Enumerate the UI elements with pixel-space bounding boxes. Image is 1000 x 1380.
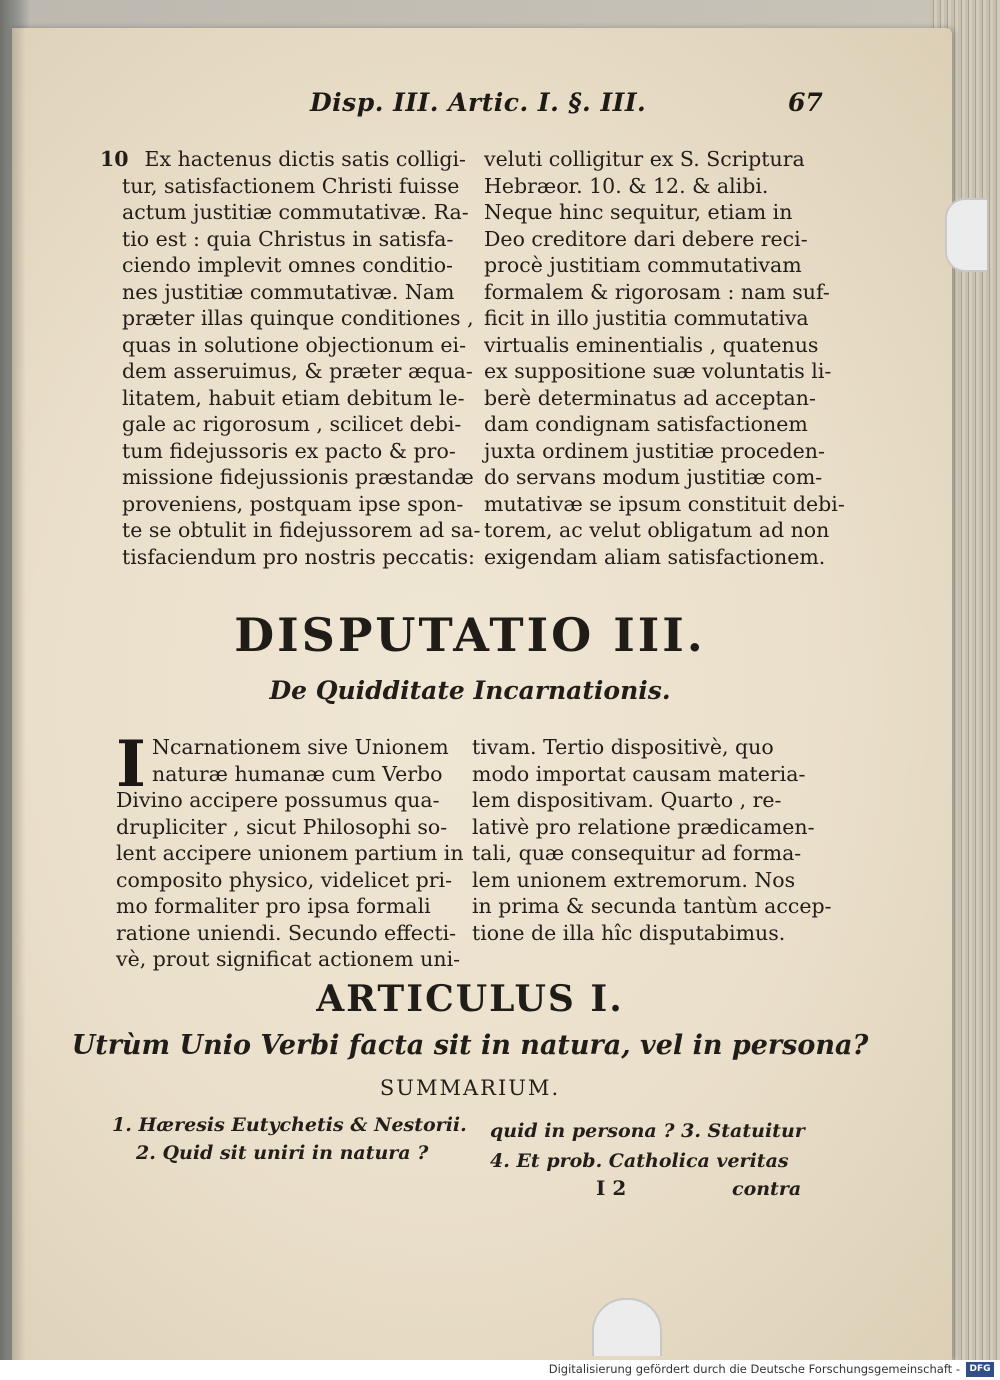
text-line: juxta ordinem justitiæ proceden- <box>484 438 825 463</box>
text-line: veluti colligitur ex S. Scriptura <box>484 147 805 171</box>
page-clip-right <box>945 198 987 272</box>
text-line: 10 Ex hactenus dictis satis colligi- <box>100 147 466 171</box>
text-line: lent accipere unionem partium in <box>116 841 464 865</box>
text-line: berè determinatus ad acceptan- <box>484 385 816 410</box>
text-line: proveniens, postquam ipse spon- <box>122 491 464 516</box>
text-line: Deo creditore dari debere reci- <box>484 226 808 251</box>
funding-credit: Digitalisierung gefördert durch die Deutsche Forschungsgemeinschaft - <box>548 1362 960 1376</box>
dfg-logo: DFG <box>966 1362 994 1377</box>
text-line: in prima & secunda tantùm accep- <box>472 894 832 918</box>
text-line: missione fidejussionis præstandæ <box>122 465 474 489</box>
text-line: modo importat causam materia- <box>472 761 806 786</box>
articulus-question: Utrùm Unio Verbi facta sit in natura, vel in persona? <box>71 1030 869 1061</box>
text-line: tum fidejussoris ex pacto & pro- <box>122 438 456 463</box>
page-number: 67 <box>788 88 823 117</box>
summary-item: 1. Hæresis Eutychetis & Nestorii. <box>112 1114 467 1136</box>
text-line: tione de illa hîc disputabimus. <box>472 920 786 945</box>
text-line: Hebræor. 10. & 12. & alibi. <box>484 173 769 198</box>
text-line: ciendo implevit omnes conditio- <box>122 253 453 277</box>
drop-cap: I <box>116 727 146 802</box>
text-line: lativè pro relatione prædicamen- <box>472 814 815 839</box>
text-line: Neque hinc sequitur, etiam in <box>484 200 793 224</box>
paragraph-number: 10 <box>100 147 129 171</box>
footer-bar <box>0 1360 1000 1380</box>
text-line: præter illas quinque conditiones , <box>122 306 474 330</box>
text-line: Divino accipere possumus qua- <box>116 788 440 812</box>
text-line: do servans modum justitiæ com- <box>484 465 823 489</box>
text-line: actum justitiæ commutativæ. Ra- <box>122 200 469 224</box>
top-left-column <box>100 146 472 173</box>
text-line: quas in solutione objectionum ei- <box>122 332 467 357</box>
text-line: procè justitiam commutativam <box>484 253 802 277</box>
articulus-title: ARTICULUS I. <box>316 978 624 1020</box>
text-line: lem unionem extremorum. Nos <box>472 867 796 892</box>
text-line: formalem & rigorosam : nam suf- <box>484 279 830 304</box>
text-line: te se obtulit in fidejussorem ad sa- <box>122 518 481 542</box>
page-header <box>0 88 1000 128</box>
page-clip-bottom <box>592 1298 662 1356</box>
text-line: ex suppositione suæ voluntatis li- <box>484 359 832 383</box>
signature-mark: I 2 <box>596 1176 627 1200</box>
text-line: naturæ humanæ cum Verbo <box>152 761 443 786</box>
top-left-column-body <box>122 173 481 571</box>
summary-item: quid in persona ? 3. Statuitur <box>490 1120 805 1142</box>
text-line: tali, quæ consequitur ad forma- <box>472 841 802 865</box>
text-line: composito physico, videlicet pri- <box>116 867 453 892</box>
summary-item: 2. Quid sit uniri in natura ? <box>136 1142 429 1164</box>
text-line: gale ac rigorosum , scilicet debi- <box>122 412 462 436</box>
text-line: exigendam aliam satisfactionem. <box>484 544 826 569</box>
text-line: dam condignam satisfactionem <box>484 412 808 436</box>
text-line: tivam. Tertio dispositivè, quo <box>472 735 774 759</box>
text-line: vè, prout significat actionem uni- <box>116 947 461 971</box>
summarium-label: SUMMARIUM. <box>379 1076 561 1100</box>
text-line: mutativæ se ipsum constituit debi- <box>484 491 845 516</box>
text-line: torem, ac velut obligatum ad non <box>484 518 830 542</box>
disputatio-left-column <box>116 787 462 973</box>
text-line: dem asseruimus, & præter æqua- <box>122 359 473 383</box>
disputatio-title: DISPUTATIO III. <box>234 608 706 662</box>
disputatio-right-column <box>472 734 832 946</box>
text-line: drupliciter , sicut Philosophi so- <box>116 814 448 839</box>
top-right-column <box>484 146 845 570</box>
text-line: tio est : quia Christus in satisfa- <box>122 226 454 251</box>
catchword: contra <box>732 1178 802 1200</box>
text-line: litatem, habuit etiam debitum le- <box>122 385 465 410</box>
text-line: ficit in illo justitia commutativa <box>484 306 809 330</box>
running-head: Disp. III. Artic. I. §. III. <box>310 88 647 117</box>
text-line: mo formaliter pro ipsa formali <box>116 894 431 918</box>
text-line: tur, satisfactionem Christi fuisse <box>122 173 460 198</box>
summary-item: 4. Et prob. Catholica veritas <box>490 1150 789 1172</box>
text-line: virtualis eminentialis , quatenus <box>484 332 819 357</box>
text-line: nes justitiæ commutativæ. Nam <box>122 279 455 304</box>
text-line: ratione uniendi. Secundo effecti- <box>116 920 457 945</box>
disputatio-left-top <box>152 734 462 787</box>
text-line: Ncarnationem sive Unionem <box>152 735 449 759</box>
text-line: tisfaciendum pro nostris peccatis: <box>122 544 475 569</box>
disputatio-subtitle: De Quidditate Incarnationis. <box>269 676 671 705</box>
text-line: lem dispositivam. Quarto , re- <box>472 788 782 812</box>
